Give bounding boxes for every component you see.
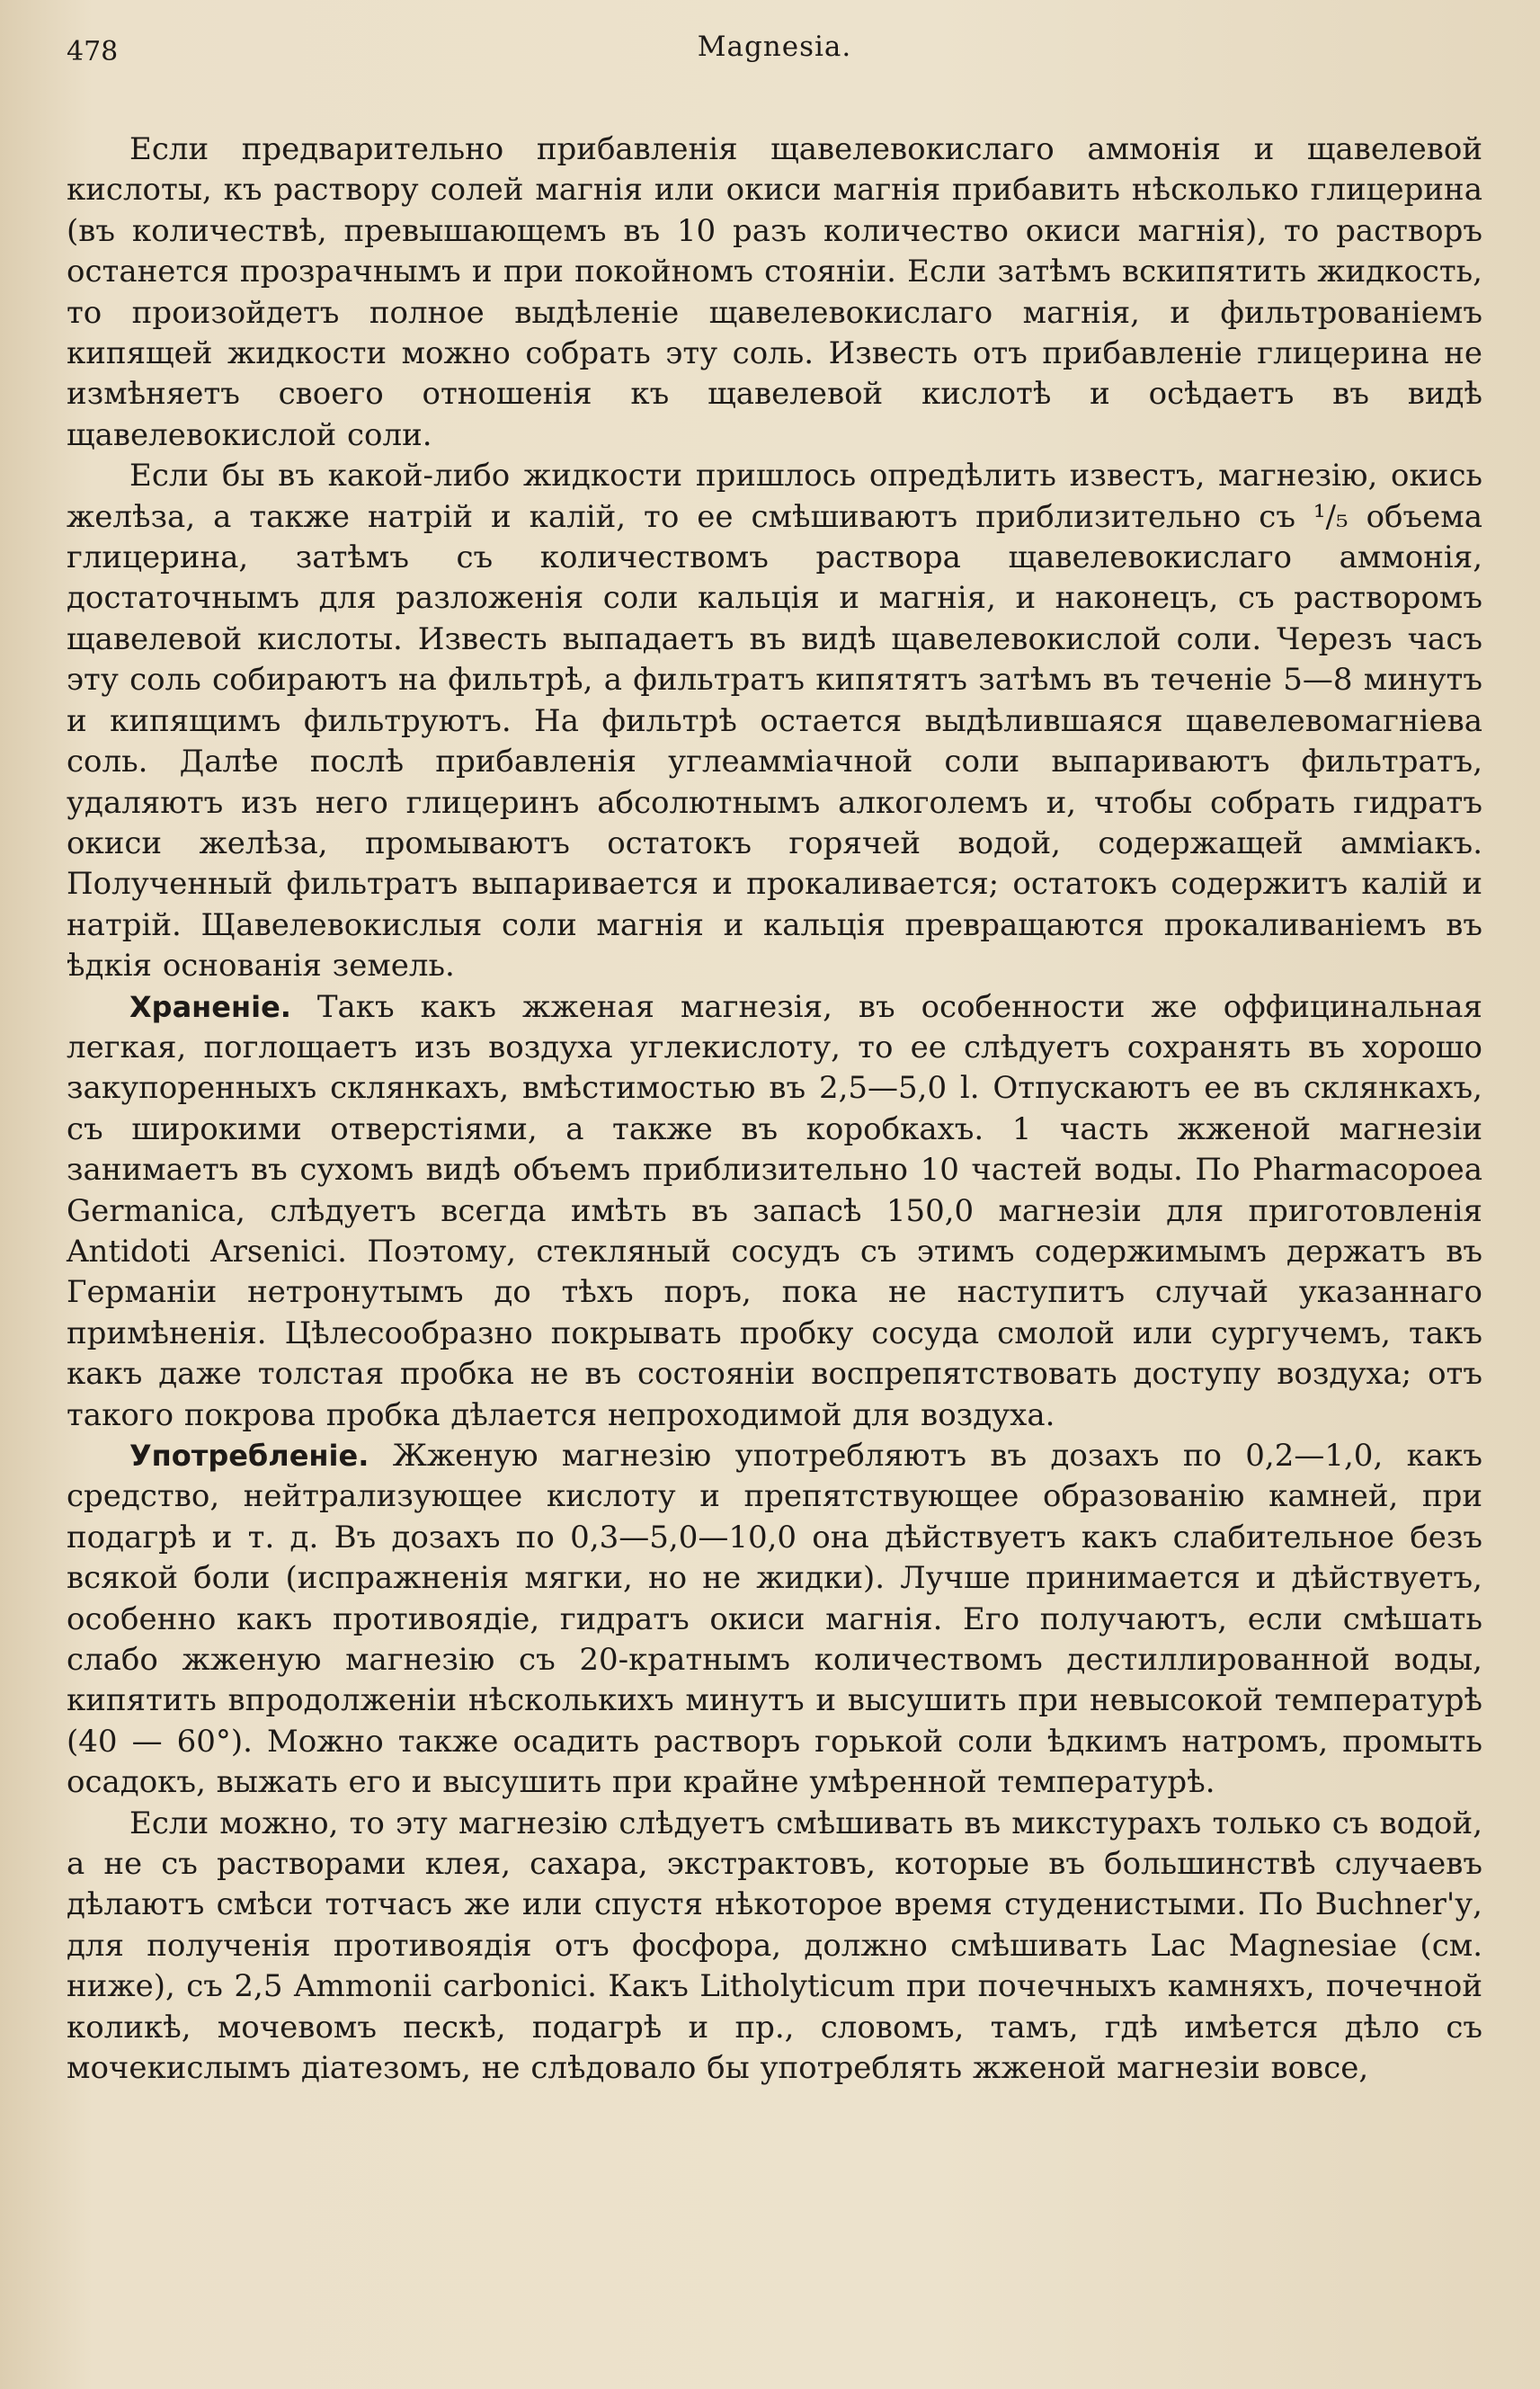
paragraph-determination (67, 456, 1482, 986)
running-head: Magnesia. (697, 31, 852, 63)
paragraph-usage (67, 1436, 1482, 1804)
body-text (67, 129, 1482, 2090)
section-heading-storage: Храненіе. (129, 989, 291, 1024)
paragraph-text: Если предварительно прибавленія щавелевокислаго аммонія и щавелевой кислоты, къ раствору солей магнія или окиси магнія прибавить нѣсколько глицерина (въ количествѣ, превышающемъ въ 10 разъ количество окиси магнія), то растворъ останется прозрачнымъ и при покойномъ стояніи. Если затѣмъ вскипятить жидкость, то произойдетъ полное выдѣленіе щавелевокислаго магнія, и фильтрованіемъ кипящей жидкости можно собрать эту соль. Известь отъ прибавленіе глицерина не измѣняетъ своего отношенія къ щавелевой кислотѣ и осѣдаетъ въ видѣ щавелевокислой соли. (67, 131, 1482, 453)
section-heading-usage: Употребленіе. (129, 1439, 369, 1473)
page-number: 478 (67, 36, 119, 67)
paragraph-oxalate-glycerin (67, 129, 1482, 456)
paragraph-text: Если можно, то эту магнезію слѣдуетъ смѣшивать въ микстурахъ только съ водой, а не съ растворами клея, сахара, экстрактовъ, которые въ большинствѣ случаевъ дѣлаютъ смѣси тотчасъ же или спустя нѣкоторое время студенистыми. По Buchner'у, для полученія противоядія отъ фосфора, должно смѣшивать Lac Magnesiae (см. ниже), съ 2,5 Ammonii carbonici. Какъ Litholyticum при почечныхъ камняхъ, почечной коликѣ, мочевомъ пескѣ, подагрѣ и пр., словомъ, тамъ, гдѣ имѣется дѣло съ мочекислымъ діатезомъ, не слѣдовало бы употреблять жженой магнезіи вовсе, (67, 1805, 1482, 2087)
page-header (67, 25, 1482, 88)
paragraph-storage (67, 987, 1482, 1436)
paragraph-text: Такъ какъ жженая магнезія, въ особенности же оффицинальная легкая, поглощаетъ изъ воздуха углекислоту, то ее слѣдуетъ сохранять въ хорошо закупоренныхъ склянкахъ, вмѣстимостью въ 2,5—5,0 l. Отпускаютъ ее въ склянкахъ, съ широкими отверстіями, а также въ коробкахъ. 1 часть жженой магнезіи занимаетъ въ сухомъ видѣ объемъ приблизительно 10 частей воды. По Pharmacopoea Germanica, слѣдуетъ всегда имѣть въ запасѣ 150,0 магнезіи для приготовленія Antidoti Arsenici. Поэтому, стекляный сосудъ съ этимъ содержимымъ держатъ въ Германіи нетронутымъ до тѣхъ поръ, пока не наступитъ случай указаннаго примѣненія. Цѣлесообразно покрывать пробку сосуда смолой или сургучемъ, такъ какъ даже толстая пробка не въ состояніи воспрепятствовать доступу воздуха; отъ такого покрова пробка дѣлается непроходимой для воздуха. (67, 988, 1483, 1433)
paragraph-text: Если бы въ какой-либо жидкости пришлось опредѣлить известъ, магнезію, окись желѣза, а также натрій и калій, то ее смѣшиваютъ приблизительно съ ¹/₅ объема глицерина, затѣмъ съ количествомъ раствора щавелевокислаго аммонія, достаточнымъ для разложенія соли кальція и магнія, и наконецъ, съ растворомъ щавелевой кислоты. Известь выпадаетъ въ видѣ щавелевокислой соли. Черезъ часъ эту соль собираютъ на фильтрѣ, а фильтратъ кипятятъ затѣмъ въ теченіе 5—8 минутъ и кипящимъ фильтруютъ. На фильтрѣ остается выдѣлившаяся щавелевомагніева соль. Далѣе послѣ прибавленія углеамміачной соли выпариваютъ фильтратъ, удаляютъ изъ него глицеринъ абсолютнымъ алкоголемъ и, чтобы собрать гидратъ окиси желѣза, промываютъ остатокъ горячей водой, содержащей амміакъ. Полученный фильтратъ выпаривается и прокаливается; остатокъ содержитъ калій и натрій. Щавелевокислыя соли магнія и кальція превращаются прокаливаніемъ въ ѣдкія основанія земель. (67, 458, 1482, 985)
paragraph-text: Жженую магнезію употребляютъ въ дозахъ по 0,2—1,0, какъ средство, нейтрализующее кислоту и препятствующее образованію камней, при подагрѣ и т. д. Въ дозахъ по 0,3—5,0—10,0 она дѣйствуетъ какъ слабительное безъ всякой боли (испражненія мягки, но не жидки). Лучше принимается и дѣйствуетъ, особенно какъ противоядіе, гидратъ окиси магнія. Его получаютъ, если смѣшать слабо жженую магнезію съ 20-кратнымъ количествомъ дестиллированной воды, кипятить впродолженіи нѣсколькихъ минутъ и высушить при невысокой температурѣ (40 — 60°). Можно также осадить растворъ горькой соли ѣдкимъ натромъ, промыть осадокъ, выжать его и высушить при крайне умѣренной температурѣ. (67, 1438, 1482, 1801)
paragraph-mixtures (67, 1804, 1482, 2090)
